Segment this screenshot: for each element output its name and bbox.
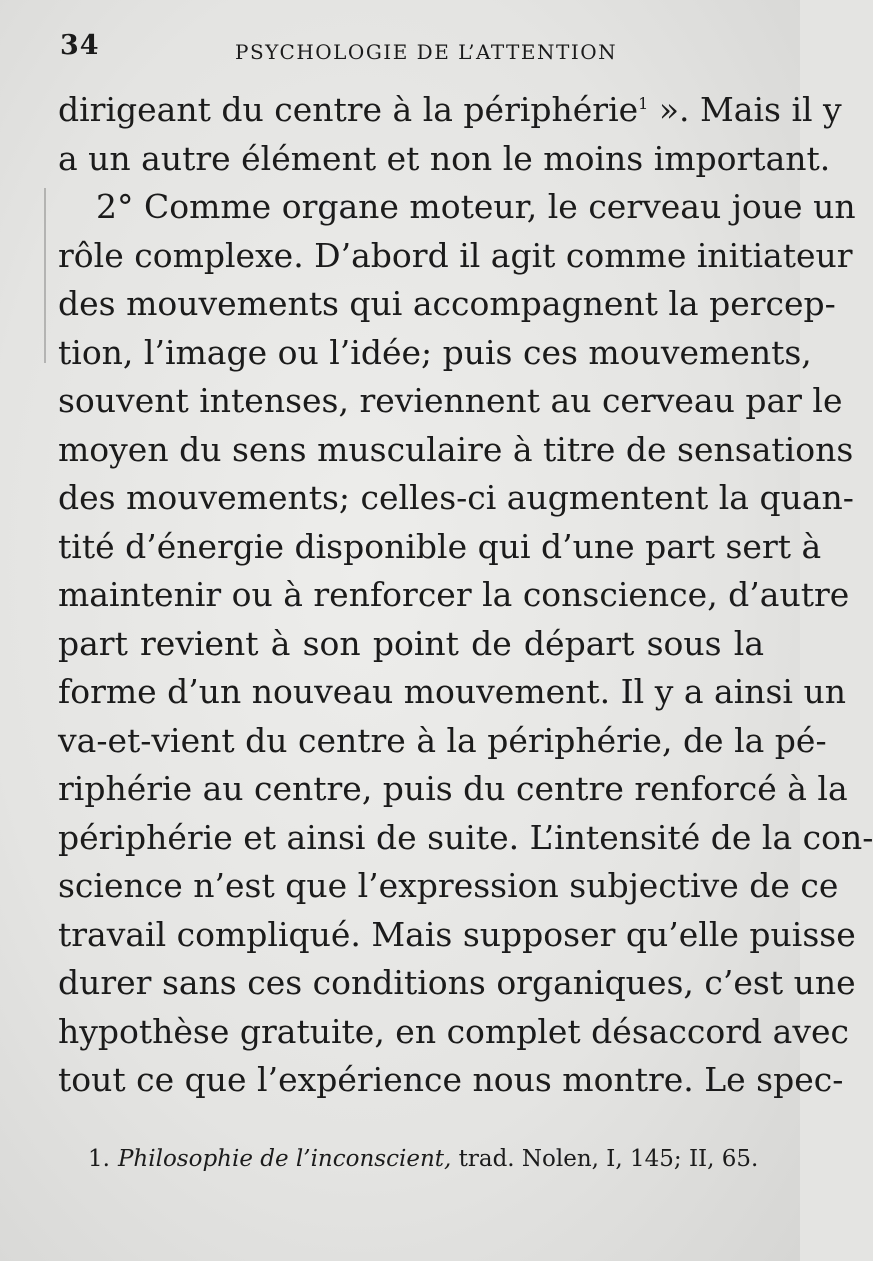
text-line: a un autre élément et non le moins important.: [58, 138, 831, 178]
footnote-number: 1.: [88, 1146, 110, 1172]
text-line: rôle complexe. D’abord il agit comme initiateur: [58, 235, 853, 275]
footnote-ref: 1: [638, 94, 649, 113]
text-line: travail compliqué. Mais supposer qu’elle puisse: [58, 914, 856, 954]
footnote-title: Philosophie de l’inconscient,: [117, 1146, 452, 1172]
text-line: riphérie au centre, puis du centre renforcé à la: [58, 769, 848, 808]
text-line: dirigeant du centre à la périphérie$^1$ ». Mais il y: [58, 90, 842, 129]
text-line: tion, l’image ou l’idée; puis ces mouvements,: [58, 332, 812, 372]
text-line: tité d’énergie disponible qui d’une part sert à: [58, 526, 822, 566]
text-line: maintenir ou à renforcer la conscience, d’autre: [58, 575, 850, 614]
footnote-text: trad. Nolen, I, 145; II, 65.: [451, 1146, 759, 1172]
text-line: tout ce que l’expérience nous montre. Le spec-: [58, 1060, 844, 1099]
text-line: des mouvements qui accompagnent la percep-: [58, 284, 836, 323]
text-line: moyen du sens musculaire à titre de sensations: [58, 429, 854, 469]
text-line: hypothèse gratuite, en complet désaccord avec: [58, 1011, 849, 1051]
body-text: [58, 86, 873, 1105]
text-line: forme d’un nouveau mouvement. Il y a ainsi un: [58, 672, 846, 711]
text-line: science n’est que l’expression subjective de ce: [58, 866, 839, 905]
text-line: durer sans ces conditions organiques, c’est une: [58, 963, 856, 1002]
page-header: [60, 30, 620, 70]
footnote: [88, 1146, 759, 1172]
text-line: périphérie et ainsi de suite. L’intensité de la con-: [58, 817, 873, 857]
text-line: souvent intenses, reviennent au cerveau par le: [58, 381, 843, 420]
text-line: va-et-vient du centre à la périphérie, de la pé-: [58, 720, 827, 760]
text-line: part revient à son point de départ sous la: [58, 623, 764, 663]
text-line: 2° Comme organe moteur, le cerveau joue un: [96, 187, 856, 226]
text-line: des mouvements; celles-ci augmentent la quan-: [58, 478, 854, 517]
running-head: PSYCHOLOGIE DE L’ATTENTION: [235, 40, 618, 64]
page-number: 34: [60, 30, 100, 61]
